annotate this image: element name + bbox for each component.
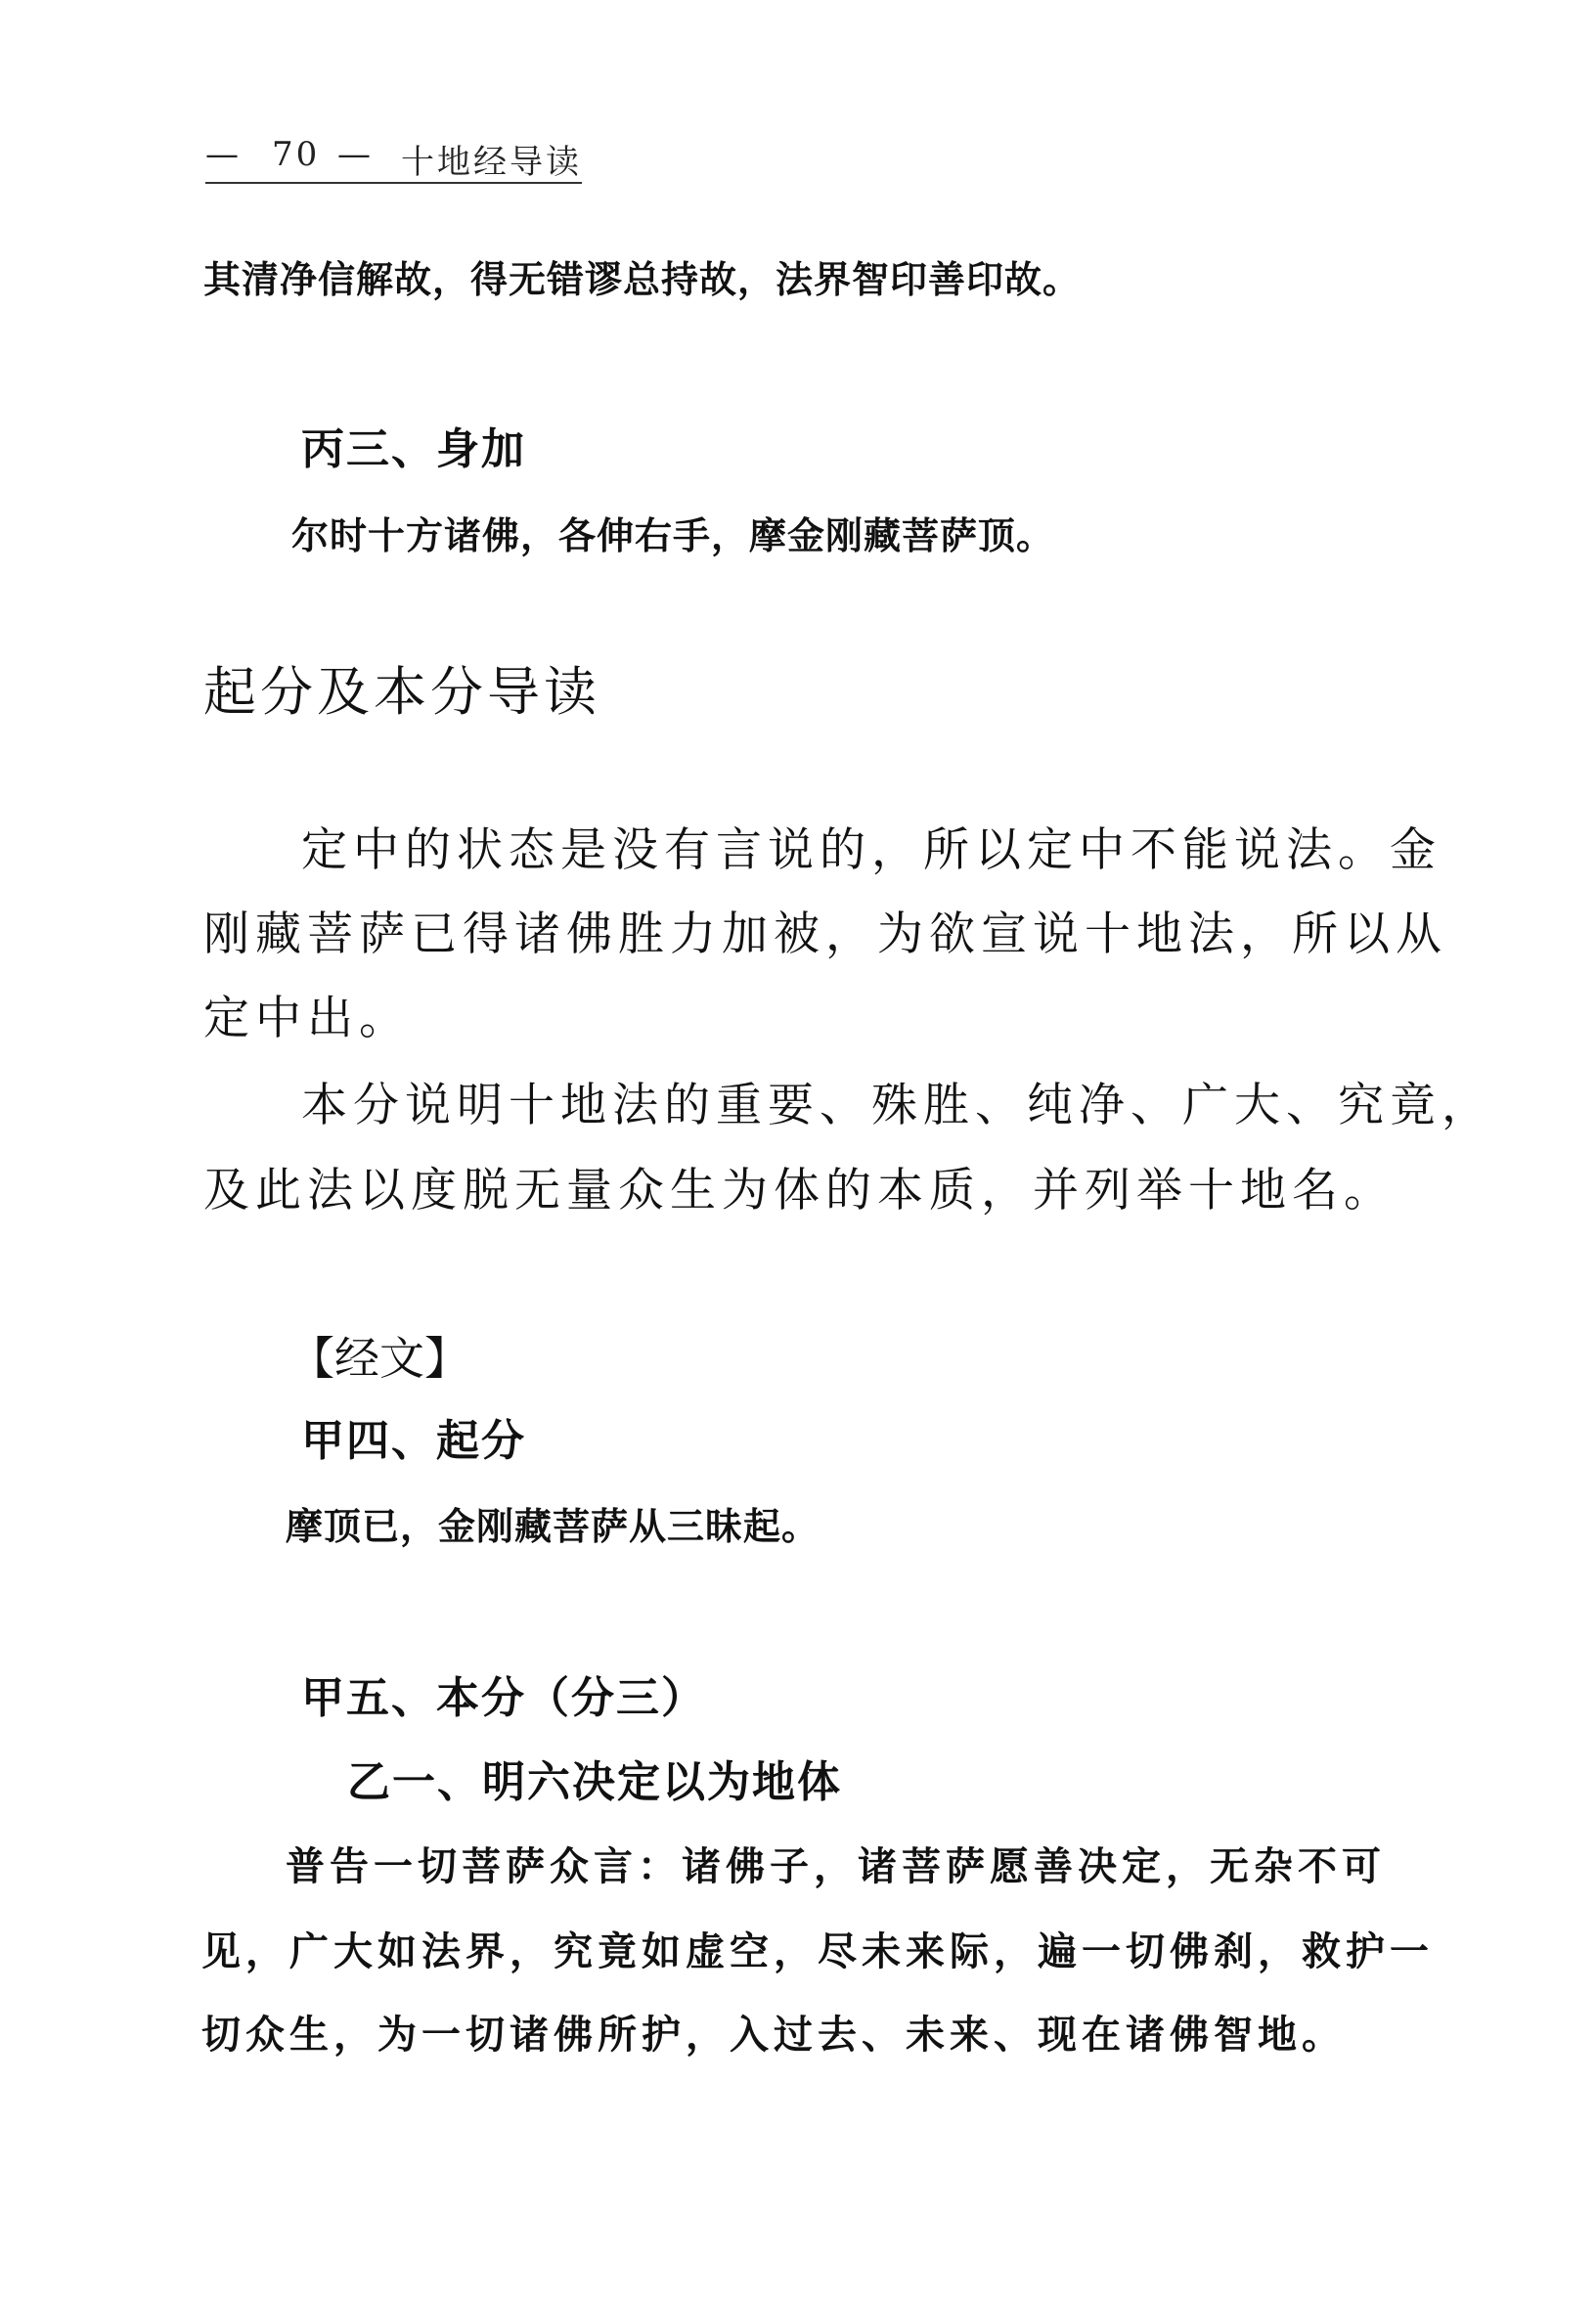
yi-yi-line1: 普告一切菩萨众言：诸佛子，诸菩萨愿善决定，无杂不可	[286, 1844, 1386, 1889]
header-dash-left: —	[205, 135, 242, 174]
commentary-p2-line1: 本分说明十地法的重要、殊胜、纯净、广大、究竟，	[301, 1079, 1493, 1132]
sutra-line-top: 其清净信解故，得无错谬总持故，法界智印善印故。	[203, 258, 1082, 301]
yi-yi-line3: 切众生，为一切诸佛所护，入过去、未来、现在诸佛智地。	[201, 2013, 1346, 2058]
bing-san-heading: 丙三、身加	[301, 424, 526, 474]
page-number: 70	[272, 135, 321, 174]
book-title: 十地经导读	[401, 143, 582, 182]
commentary-p2-line2: 及此法以度脱无量众生为体的本质，并列举十地名。	[203, 1164, 1396, 1218]
yi-yi-heading: 乙一、明六决定以为地体	[347, 1757, 842, 1807]
jingwen-label: 【经文】	[289, 1332, 469, 1385]
commentary-p1-line3: 定中出。	[203, 992, 411, 1045]
commentary-p1-line1: 定中的状态是没有言说的，所以定中不能说法。金	[301, 823, 1441, 877]
running-header	[205, 135, 587, 184]
yi-yi-line2: 见，广大如法界，究竟如虚空，尽未来际，遍一切佛刹，救护一	[201, 1929, 1434, 1974]
header-dash-right: —	[337, 135, 374, 174]
commentary-title: 起分及本分导读	[203, 661, 600, 723]
jia-wu-heading: 甲五、本分（分三）	[301, 1673, 706, 1723]
bing-san-text: 尔时十方诸佛，各伸右手，摩金刚藏菩萨顶。	[291, 514, 1055, 557]
jia-si-text: 摩顶已，金刚藏菩萨从三昧起。	[286, 1505, 820, 1548]
jia-si-heading: 甲四、起分	[301, 1416, 526, 1466]
header-rule	[205, 182, 582, 184]
commentary-p1-line2: 刚藏菩萨已得诸佛胜力加被，为欲宣说十地法，所以从	[203, 908, 1447, 961]
